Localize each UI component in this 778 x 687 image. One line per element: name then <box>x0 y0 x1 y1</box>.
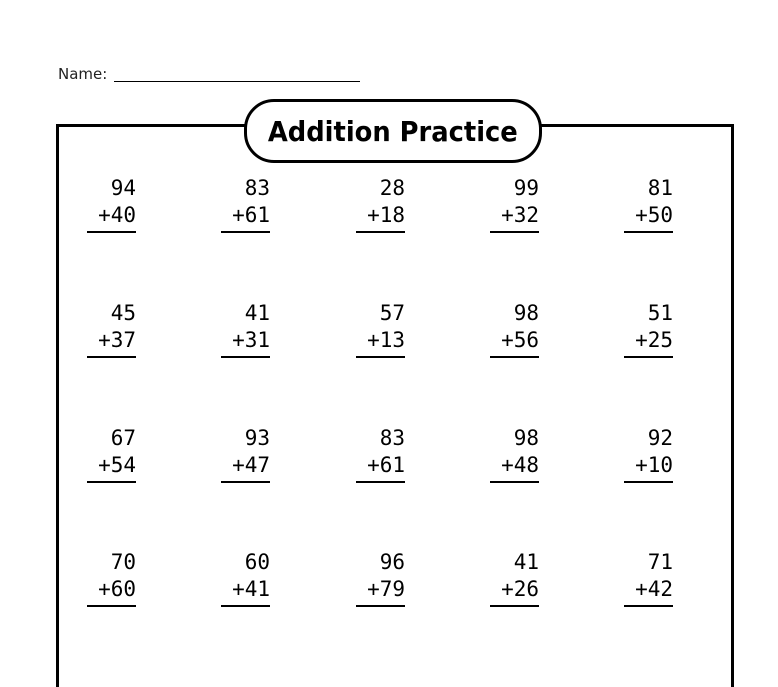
problem-addend-bottom: +40 <box>98 203 136 227</box>
problem-addend-bottom: +54 <box>98 453 136 477</box>
problem-addend-bottom: +60 <box>98 577 136 601</box>
problem-addend-top: 45 <box>110 301 136 325</box>
addition-problem <box>221 300 283 354</box>
problem-addend-top: 98 <box>513 301 539 325</box>
answer-line <box>221 481 270 483</box>
addition-problem <box>356 175 418 229</box>
title-banner <box>244 99 542 163</box>
problem-addend-top: 93 <box>244 426 270 450</box>
problem-addend-bottom: +13 <box>367 328 405 352</box>
problem-addend-top: 71 <box>647 550 673 574</box>
answer-line <box>356 605 405 607</box>
addition-problem <box>221 425 283 479</box>
problem-addend-top: 83 <box>244 176 270 200</box>
problem-addend-bottom: +32 <box>501 203 539 227</box>
problem-addend-top: 57 <box>379 301 405 325</box>
problem-addend-bottom: +41 <box>232 577 270 601</box>
problem-addend-bottom: +61 <box>367 453 405 477</box>
answer-line <box>490 481 539 483</box>
addition-problem <box>356 549 418 603</box>
answer-line <box>490 231 539 233</box>
problem-addend-bottom: +56 <box>501 328 539 352</box>
problem-addend-top: 92 <box>647 426 673 450</box>
problem-addend-top: 28 <box>379 176 405 200</box>
problem-addend-top: 41 <box>244 301 270 325</box>
answer-line <box>624 605 673 607</box>
answer-line <box>87 605 136 607</box>
problem-addend-top: 51 <box>647 301 673 325</box>
addition-problem <box>221 549 283 603</box>
answer-line <box>356 231 405 233</box>
worksheet-title: Addition Practice <box>268 114 518 148</box>
answer-line <box>221 231 270 233</box>
addition-problem <box>624 300 686 354</box>
answer-line <box>490 356 539 358</box>
problem-addend-bottom: +61 <box>232 203 270 227</box>
addition-problem <box>490 300 552 354</box>
problem-addend-top: 81 <box>647 176 673 200</box>
addition-problem <box>624 549 686 603</box>
problem-addend-top: 60 <box>244 550 270 574</box>
answer-line <box>624 356 673 358</box>
addition-problem <box>624 425 686 479</box>
answer-line <box>87 356 136 358</box>
addition-problem <box>490 549 552 603</box>
answer-line <box>87 481 136 483</box>
problem-addend-bottom: +42 <box>635 577 673 601</box>
problem-addend-top: 96 <box>379 550 405 574</box>
addition-problem <box>87 549 149 603</box>
addition-problem <box>87 175 149 229</box>
problem-addend-bottom: +50 <box>635 203 673 227</box>
problem-addend-top: 83 <box>379 426 405 450</box>
problem-addend-bottom: +18 <box>367 203 405 227</box>
problem-addend-bottom: +10 <box>635 453 673 477</box>
problem-addend-top: 41 <box>513 550 539 574</box>
addition-problem <box>356 425 418 479</box>
answer-line <box>356 481 405 483</box>
problem-addend-bottom: +37 <box>98 328 136 352</box>
problem-addend-top: 67 <box>110 426 136 450</box>
addition-problem <box>87 300 149 354</box>
problem-addend-bottom: +48 <box>501 453 539 477</box>
problem-addend-bottom: +25 <box>635 328 673 352</box>
answer-line <box>221 356 270 358</box>
answer-line <box>221 605 270 607</box>
problem-addend-top: 99 <box>513 176 539 200</box>
problem-addend-bottom: +47 <box>232 453 270 477</box>
answer-line <box>624 231 673 233</box>
problem-addend-top: 94 <box>110 176 136 200</box>
addition-problem <box>221 175 283 229</box>
problem-addend-bottom: +31 <box>232 328 270 352</box>
addition-problem <box>490 175 552 229</box>
addition-problem <box>624 175 686 229</box>
name-blank-line[interactable] <box>114 81 360 82</box>
addition-problem <box>490 425 552 479</box>
addition-problem <box>356 300 418 354</box>
answer-line <box>87 231 136 233</box>
answer-line <box>624 481 673 483</box>
problem-addend-bottom: +79 <box>367 577 405 601</box>
problem-addend-bottom: +26 <box>501 577 539 601</box>
answer-line <box>490 605 539 607</box>
problem-addend-top: 98 <box>513 426 539 450</box>
addition-problem <box>87 425 149 479</box>
answer-line <box>356 356 405 358</box>
problem-addend-top: 70 <box>110 550 136 574</box>
name-label: Name: <box>58 65 108 83</box>
